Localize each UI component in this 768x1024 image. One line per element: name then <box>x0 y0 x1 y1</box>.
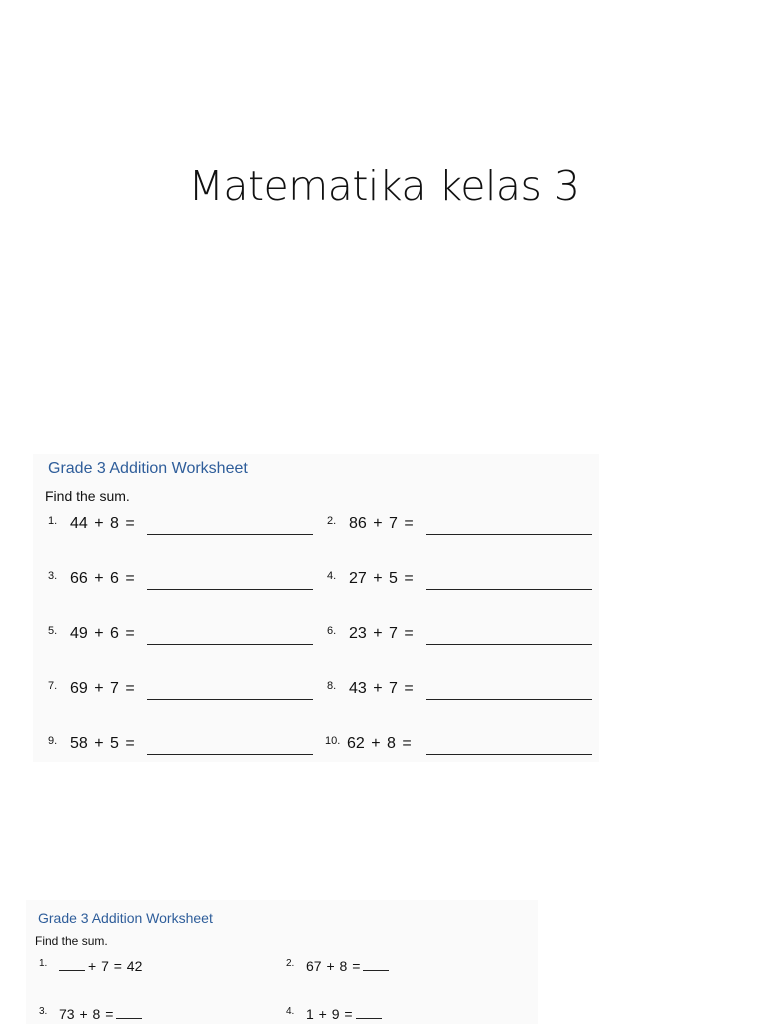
worksheet-instruction: Find the sum. <box>45 488 130 504</box>
problem-expression-text: + 7 = 42 <box>88 958 143 974</box>
problem-expression: 69 + 7 = <box>70 680 135 697</box>
worksheet-image-1 <box>33 454 599 762</box>
problem-number: 6. <box>327 625 337 637</box>
problem-number: 3. <box>48 570 58 582</box>
problem-expression: 43 + 7 = <box>349 680 414 697</box>
problem-expression: 58 + 5 = <box>70 735 135 752</box>
answer-blank <box>356 1006 382 1019</box>
worksheet-title: Grade 3 Addition Worksheet <box>38 910 213 926</box>
problem-number: 1. <box>48 515 58 527</box>
answer-line <box>147 754 313 755</box>
problem-expression: 49 + 6 = <box>70 625 135 642</box>
answer-line <box>147 699 313 700</box>
problem-expression-text: 73 + 8 = <box>59 1006 114 1022</box>
problem-expression <box>59 1006 142 1022</box>
problem-expression-text: 1 + 9 = <box>306 1006 353 1022</box>
problem-number: 1. <box>39 958 48 969</box>
worksheet-title: Grade 3 Addition Worksheet <box>48 460 248 477</box>
problem-expression: 86 + 7 = <box>349 515 414 532</box>
answer-line <box>147 589 313 590</box>
problem-expression <box>306 1006 382 1022</box>
problem-number: 9. <box>48 735 58 747</box>
problem-expression: 44 + 8 = <box>70 515 135 532</box>
problem-number: 3. <box>39 1006 48 1017</box>
problem-expression: 62 + 8 = <box>347 735 412 752</box>
problem-expression <box>59 958 142 974</box>
answer-line <box>426 589 592 590</box>
answer-line <box>426 754 592 755</box>
answer-blank <box>59 958 85 971</box>
answer-line <box>426 534 592 535</box>
problem-number: 10. <box>325 735 341 747</box>
answer-line <box>426 699 592 700</box>
problem-number: 2. <box>327 515 337 527</box>
problem-expression-text: 67 + 8 = <box>306 958 361 974</box>
answer-line <box>147 644 313 645</box>
worksheet-instruction: Find the sum. <box>35 934 108 948</box>
answer-line <box>147 534 313 535</box>
worksheet-image-2 <box>26 900 538 1024</box>
problem-number: 4. <box>286 1006 295 1017</box>
problem-number: 2. <box>286 958 295 969</box>
answer-blank <box>116 1006 142 1019</box>
problem-expression: 23 + 7 = <box>349 625 414 642</box>
problem-number: 5. <box>48 625 58 637</box>
problem-number: 7. <box>48 680 58 692</box>
problem-number: 8. <box>327 680 337 692</box>
problem-expression <box>306 958 389 974</box>
answer-line <box>426 644 592 645</box>
problem-expression: 66 + 6 = <box>70 570 135 587</box>
slide-title: Matematika kelas 3 <box>188 162 580 210</box>
answer-blank <box>363 958 389 971</box>
problem-number: 4. <box>327 570 337 582</box>
problem-expression: 27 + 5 = <box>349 570 414 587</box>
